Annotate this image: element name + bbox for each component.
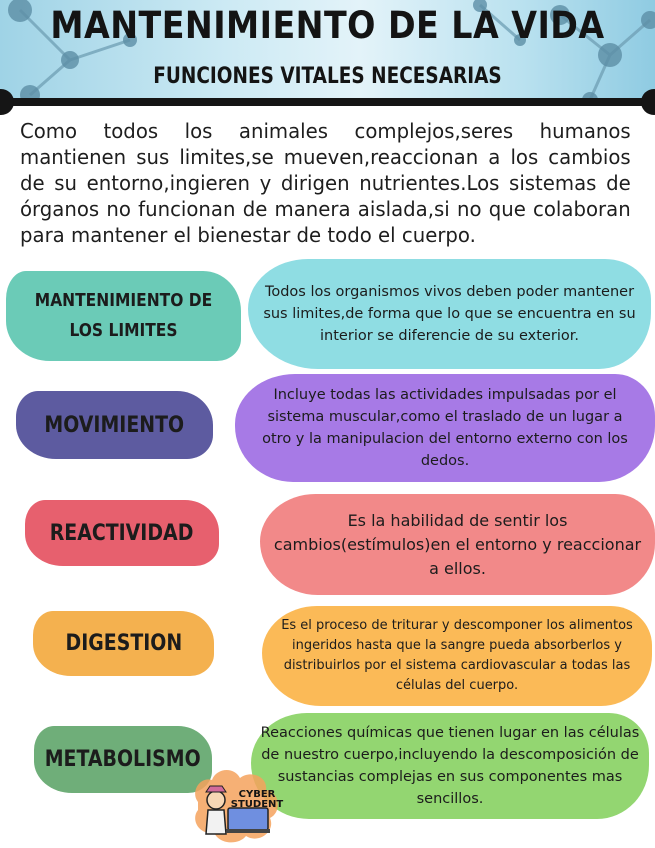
function-description-digestion: Es el proceso de triturar y descomponer los alimentos ingeridos hasta que la sangre pueda absorberlos y distribuirlos por el sistema cardiovascular a todas las células del cuerpo. [262,606,652,706]
logo-text: CYBER STUDENT [230,789,284,810]
function-description-movimiento: Incluye todas las actividades impulsadas por el sistema muscular,como el traslado de un lugar a otro y la manipulacion del entorno externo con los dedos. [235,374,655,482]
divider-cap-right [641,89,655,115]
function-label-movimiento: MOVIMIENTO [16,391,213,459]
header-banner [0,0,655,104]
page-subtitle: FUNCIONES VITALES NECESARIAS [153,64,502,89]
function-label-limites: MANTENIMIENTO DE LOS LIMITES [6,271,241,361]
function-label-digestion: DIGESTION [33,611,214,676]
function-label-reactividad: REACTIVIDAD [25,500,219,566]
function-description-limites: Todos los organismos vivos deben poder mantener sus limites,de forma que lo que se encuentra en su interior se diferencie de su exterior. [248,259,651,369]
function-label-metabolismo: METABOLISMO [34,726,212,793]
function-description-reactividad: Es la habilidad de sentir los cambios(estímulos)en el entorno y reaccionar a ellos. [260,494,655,595]
intro-paragraph: Como todos los animales complejos,seres humanos mantienen sus limites,se mueven,reaccionan a los cambios de su entorno,ingieren y dirigen nutrientes.Los sistemas de órganos no funcionan de manera aislada,si no que colaboran para mantener el bienestar de todo el cuerpo. [20,119,631,247]
header-divider [0,98,655,106]
page-title: MANTENIMIENTO DE LA VIDA [50,4,605,47]
function-description-metabolismo: Reacciones químicas que tienen lugar en las células de nuestro cuerpo,incluyendo la descomposición de sustancias complejas en sus componentes mas sencillos. [251,713,649,819]
